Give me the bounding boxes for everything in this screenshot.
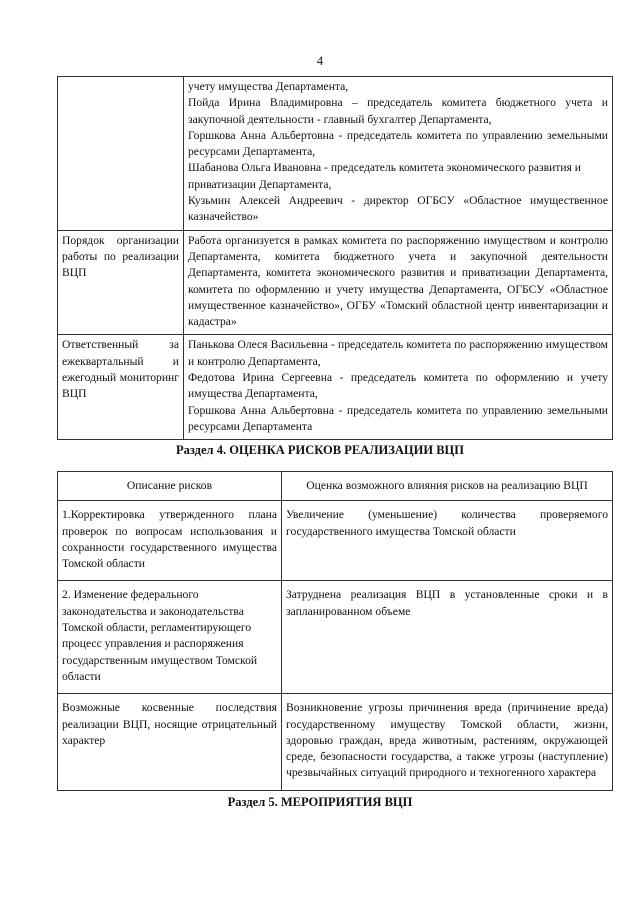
table-row <box>58 694 613 790</box>
member-line: Кузьмин Алексей Андреевич - директор ОГБСУ «Областное имущественное казначейство» <box>188 194 608 224</box>
content-line: Федотова Ирина Сергеевна - председатель комитета по оформлению и учету имущества Департамента, <box>188 371 608 401</box>
table-row <box>58 501 613 581</box>
risk-impact: Увеличение (уменьшение) количества проверяемого государственного имущества Томской области <box>282 501 613 581</box>
row-label: Ответственный за ежеквартальный и ежегодный мониторинг ВЦП <box>58 335 184 440</box>
risk-assessment-table <box>57 471 613 791</box>
table-row <box>58 335 613 440</box>
content-line: Работа организуется в рамках комитета по распоряжению имуществом и контролю Департамента, комитета бюджетного учета и закупочной деятельности Департамента, комитета экономического развития и приватизации Департамента, комитета по оформлению и учету имущества Департамента, ОГБСУ «Областное имущественное казначейство», ОГБУ «Томский областной центр инвентаризации и кадастра» <box>188 233 608 329</box>
committee-members-cell <box>184 77 613 231</box>
section-4-title: Раздел 4. ОЦЕНКА РИСКОВ РЕАЛИЗАЦИИ ВЦП <box>176 443 464 457</box>
program-organization-table <box>57 76 613 440</box>
row-label: Порядок организации работы по реализации ВЦП <box>58 230 184 335</box>
member-line: Пойда Ирина Владимировна – председатель комитета бюджетного учета и закупочной деятельности - главный бухгалтер Департамента, <box>188 96 608 126</box>
risk-description: 2. Изменение федерального законодательства и законодательства Томской области, регламентирующего процесс управления и распоряжения государственным имуществом Томской области <box>58 581 282 694</box>
row-content <box>184 335 613 440</box>
member-line: учету имущества Департамента, <box>188 80 349 93</box>
table-row <box>58 581 613 694</box>
column-header: Оценка возможного влияния рисков на реализацию ВЦП <box>282 472 613 501</box>
page-number: 4 <box>316 54 324 68</box>
table-row <box>58 230 613 335</box>
risk-impact: Возникновение угрозы причинения вреда (причинение вреда) государственному имуществу Томской области, жизни, здоровью граждан, вреда животным, растениям, окружающей среде, безопасности государства, а также угрозы (наступление) чрезвычайных ситуаций природного и техногенного характера <box>282 694 613 790</box>
row-label-empty <box>58 77 184 231</box>
column-header: Описание рисков <box>58 472 282 501</box>
section-5-title: Раздел 5. МЕРОПРИЯТИЯ ВЦП <box>227 795 413 809</box>
content-line: Панькова Олеся Васильевна - председатель комитета по распоряжению имуществом и контролю Департамента, <box>188 338 608 368</box>
risk-description: Возможные косвенные последствия реализации ВЦП, носящие отрицательный характер <box>58 694 282 790</box>
row-content <box>184 230 613 335</box>
content-line: Горшкова Анна Альбертовна - председатель комитета по управлению земельными ресурсами Департамента <box>188 403 608 433</box>
table-row <box>58 77 613 231</box>
member-line: Шабанова Ольга Ивановна - председатель комитета экономического развития и приватизации Департамента, <box>188 161 582 191</box>
risk-description: 1.Корректировка утвержденного плана проверок по вопросам использования и сохранности государственного имущества Томской области <box>58 501 282 581</box>
member-line: Горшкова Анна Альбертовна - председатель комитета по управлению земельными ресурсами Департамента, <box>188 128 608 159</box>
risk-impact: Затруднена реализация ВЦП в установленные сроки и в запланированном объеме <box>282 581 613 694</box>
table-header-row <box>58 472 613 501</box>
